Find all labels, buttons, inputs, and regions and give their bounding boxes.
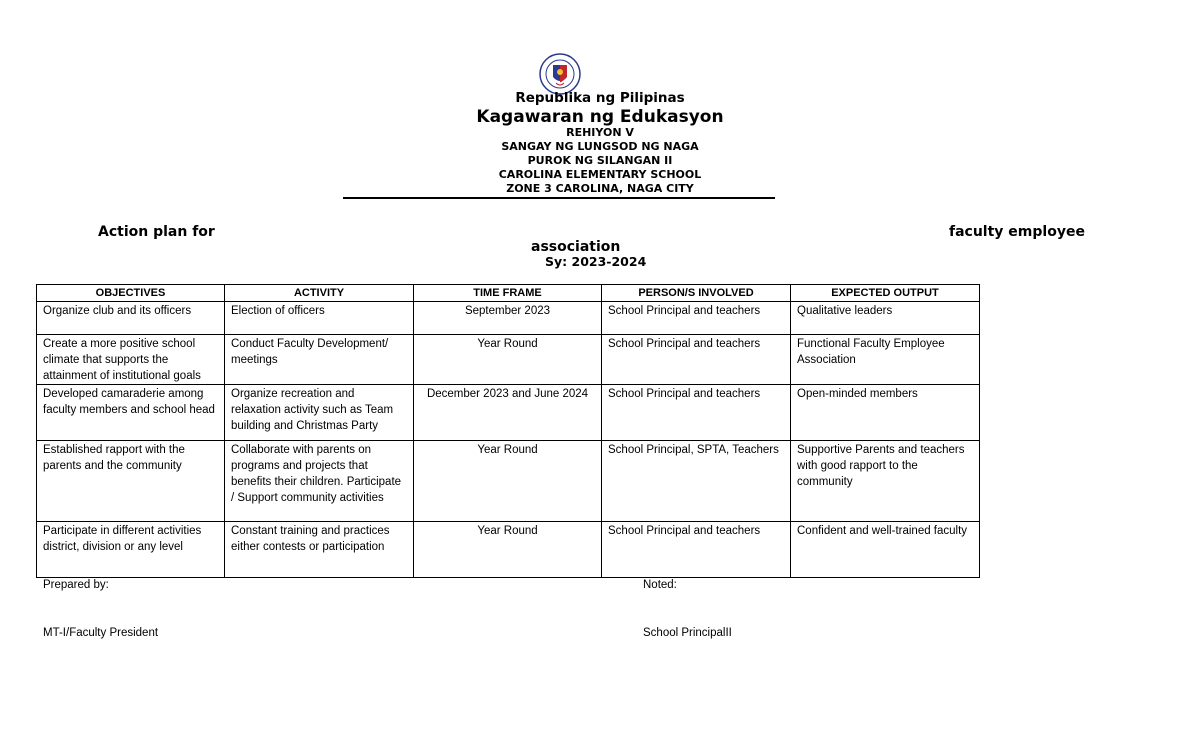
- noted-label: Noted:: [643, 579, 677, 591]
- cell-output: Supportive Parents and teachers with good rapport to the community: [791, 441, 980, 522]
- district-heading: PUROK NG SILANGAN II: [527, 154, 673, 167]
- header-activity: ACTIVITY: [225, 285, 414, 302]
- cell-time-frame: Year Round: [414, 522, 602, 578]
- table-row: [37, 441, 980, 522]
- table-header-row: [37, 285, 980, 302]
- action-plan-table: [36, 284, 980, 578]
- cell-persons: School Principal and teachers: [602, 385, 791, 441]
- cell-time-frame: Year Round: [414, 335, 602, 385]
- title-left: Action plan for: [98, 224, 215, 240]
- cell-objective: Established rapport with the parents and the community: [37, 441, 225, 522]
- cell-objective: Organize club and its officers: [37, 302, 225, 335]
- cell-objective: Participate in different activities district, division or any level: [37, 522, 225, 578]
- table-row: [37, 302, 980, 335]
- cell-output: Confident and well-trained faculty: [791, 522, 980, 578]
- prepared-by-title: MT-I/Faculty President: [43, 627, 159, 639]
- cell-time-frame: Year Round: [414, 441, 602, 522]
- cell-persons: School Principal and teachers: [602, 302, 791, 335]
- prepared-by-label: Prepared by:: [43, 579, 109, 591]
- region-heading: REHIYON V: [566, 126, 634, 139]
- table-row: [37, 522, 980, 578]
- cell-persons: School Principal, SPTA, Teachers: [602, 441, 791, 522]
- cell-objective: Create a more positive school climate that supports the attainment of institutional goals: [37, 335, 225, 385]
- address-heading: ZONE 3 CAROLINA, NAGA CITY: [506, 182, 694, 195]
- title-middle: association: [531, 239, 621, 255]
- header-time-frame: TIME FRAME: [414, 285, 602, 302]
- cell-persons: School Principal and teachers: [602, 522, 791, 578]
- cell-activity: Organize recreation and relaxation activity such as Team building and Christmas Party: [225, 385, 414, 441]
- cell-output: Open-minded members: [791, 385, 980, 441]
- table-row: [37, 385, 980, 441]
- noted-title: School PrincipalII: [643, 627, 732, 639]
- cell-activity: Election of officers: [225, 302, 414, 335]
- header-persons-involved: PERSON/S INVOLVED: [602, 285, 791, 302]
- cell-persons: School Principal and teachers: [602, 335, 791, 385]
- header-objectives: OBJECTIVES: [37, 285, 225, 302]
- deped-seal-logo: [539, 53, 581, 95]
- title-right: faculty employee: [949, 224, 1085, 240]
- cell-objective: Developed camaraderie among faculty members and school head: [37, 385, 225, 441]
- cell-activity: Collaborate with parents on programs and projects that benefits their children. Participate / Support community activities: [225, 441, 414, 522]
- table-row: [37, 335, 980, 385]
- header-expected-output: EXPECTED OUTPUT: [791, 285, 980, 302]
- republic-heading: Republika ng Pilipinas: [515, 90, 685, 106]
- cell-activity: Conduct Faculty Development/ meetings: [225, 335, 414, 385]
- school-year: Sy: 2023-2024: [545, 254, 647, 269]
- cell-time-frame: September 2023: [414, 302, 602, 335]
- cell-activity: Constant training and practices either contests or participation: [225, 522, 414, 578]
- division-heading: SANGAY NG LUNGSOD NG NAGA: [501, 140, 699, 153]
- header-divider: [343, 197, 775, 199]
- cell-output: Functional Faculty Employee Association: [791, 335, 980, 385]
- cell-output: Qualitative leaders: [791, 302, 980, 335]
- school-heading: CAROLINA ELEMENTARY SCHOOL: [498, 168, 702, 181]
- cell-time-frame: December 2023 and June 2024: [414, 385, 602, 441]
- department-heading: Kagawaran ng Edukasyon: [476, 107, 724, 127]
